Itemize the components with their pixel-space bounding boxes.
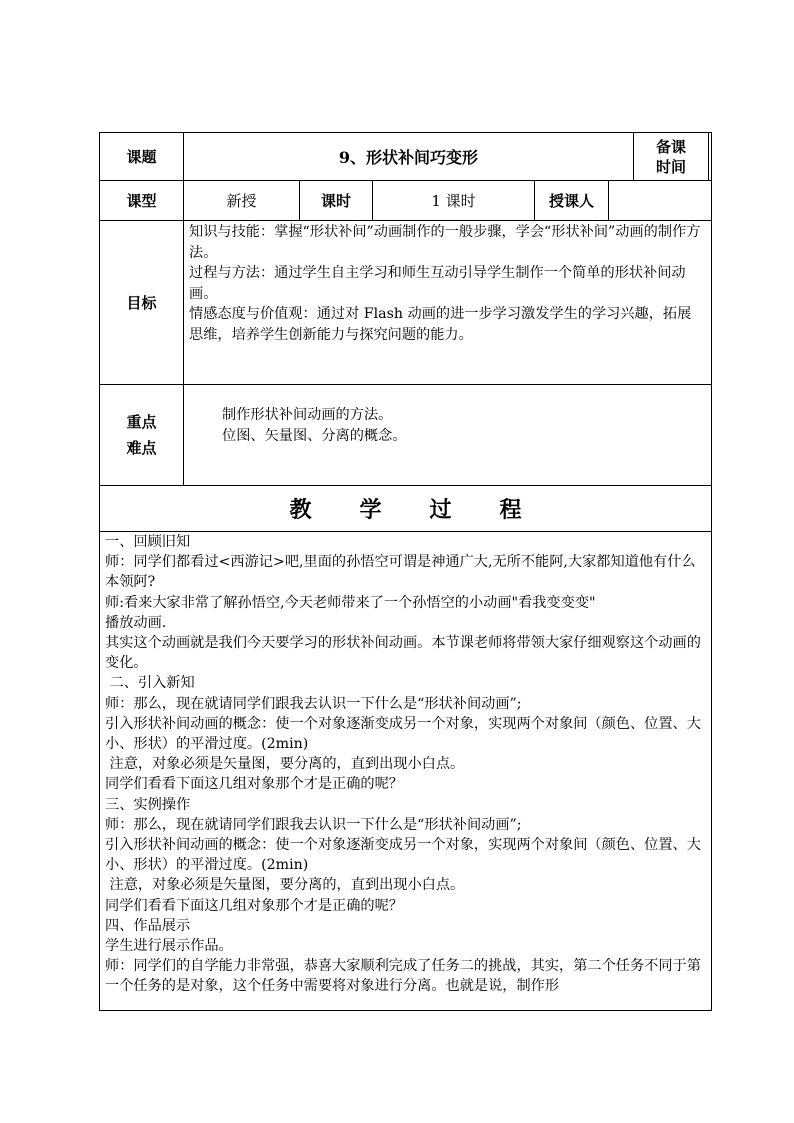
keypoint-1: 制作形状补间动画的方法。: [222, 407, 393, 423]
type-value: 新授: [184, 181, 300, 220]
label-hours: 课时: [300, 181, 373, 220]
process-line: 一、回顾旧知: [105, 534, 191, 550]
row-topic: [100, 133, 711, 181]
process-text: [105, 532, 707, 997]
process-heading: 教学过程: [289, 497, 570, 523]
goals-content: [184, 221, 711, 384]
topic-value: 9、形状补间巧变形: [184, 133, 634, 180]
teacher-value: [609, 181, 711, 220]
row-goals: [100, 221, 711, 385]
process-line: 师：那么，现在就请同学们跟我去认识一下什么是“形状补间动画”;: [105, 695, 522, 712]
process-line: 师：同学们都看过<西游记>吧,里面的孙悟空可谓是神通广大,无所不能阿,大家都知道他有什么本领阿?: [105, 554, 696, 591]
goals-text: [189, 222, 705, 346]
label-topic: 课题: [100, 133, 184, 180]
process-line: 引入形状补间动画的概念：使一个对象逐渐变成另一个对象，实现两个对象间（颜色、位置、大小、形状）的平滑过度。(2min): [105, 715, 701, 753]
label-type: 课型: [100, 181, 184, 220]
process-line: 师:看来大家非常了解孙悟空,今天老师带来了一个孙悟空的小动画"看我变变变": [105, 594, 596, 611]
row-keypoints: [100, 385, 711, 486]
process-line: 其实这个动画就是我们今天要学习的形状补间动画。本节课老师将带领大家仔细观察这个动画的变化。: [105, 635, 701, 672]
goal-process: 过程与方法：通过学生自主学习和师生互动引导学生制作一个简单的形状补间动画。: [189, 265, 686, 302]
process-line: 四、作品展示: [105, 917, 191, 934]
row-process-content: [100, 532, 711, 1010]
label-teacher: 授课人: [535, 181, 609, 220]
keypoint-2: 位图、矢量图、分离的概念。: [222, 428, 407, 444]
goal-attitude: 情感态度与价值观：通过对 Flash 动画的进一步学习激发学生的学习兴趣，拓展思维，培养学生创新能力与探究问题的能力。: [189, 306, 692, 343]
label-difficult: 难点: [126, 439, 157, 457]
label-prep-time: 备课 时间: [634, 133, 709, 180]
keypoints-text: [222, 405, 406, 447]
row-process-heading: [100, 486, 711, 532]
process-line: 二、引入新知: [105, 675, 195, 692]
keypoints-content: [184, 385, 711, 485]
process-line: 师：那么，现在就请同学们跟我去认识一下什么是“形状补间动画”;: [105, 816, 522, 833]
hours-value: 1 课时: [373, 181, 535, 220]
label-key: 重点: [126, 413, 157, 431]
process-line: 同学们看看下面这几组对象那个才是正确的呢？: [105, 776, 403, 793]
process-line: 师：同学们的自学能力非常强，恭喜大家顺利完成了任务二的挑战，其实，第二个任务不同于第一个任务的是对象，这个任务中需要将对象进行分离。也就是说，制作形: [105, 958, 701, 995]
process-line: 同学们看看下面这几组对象那个才是正确的呢？: [105, 897, 403, 914]
process-line: 播放动画.: [105, 614, 167, 631]
process-line: 学生进行展示作品。: [105, 938, 233, 955]
label-goals: 目标: [100, 221, 184, 384]
process-line: 注意，对象必须是矢量图，要分离的，直到出现小白点。: [105, 877, 465, 894]
process-line: 三、实例操作: [105, 796, 191, 813]
process-line: 引入形状补间动画的概念：使一个对象逐渐变成另一个对象，实现两个对象间（颜色、位置、大小、形状）的平滑过度。(2min): [105, 837, 701, 874]
process-line: 注意，对象必须是矢量图，要分离的，直到出现小白点。: [105, 756, 465, 773]
goal-knowledge: 知识与技能：掌握“形状补间”动画制作的一般步骤，学会“形状补间”动画的制作方法。: [189, 224, 701, 261]
label-keypoints: [100, 385, 184, 485]
prep-time-value: [709, 133, 711, 180]
lesson-plan-table: [99, 132, 712, 1011]
row-type: [100, 181, 711, 221]
